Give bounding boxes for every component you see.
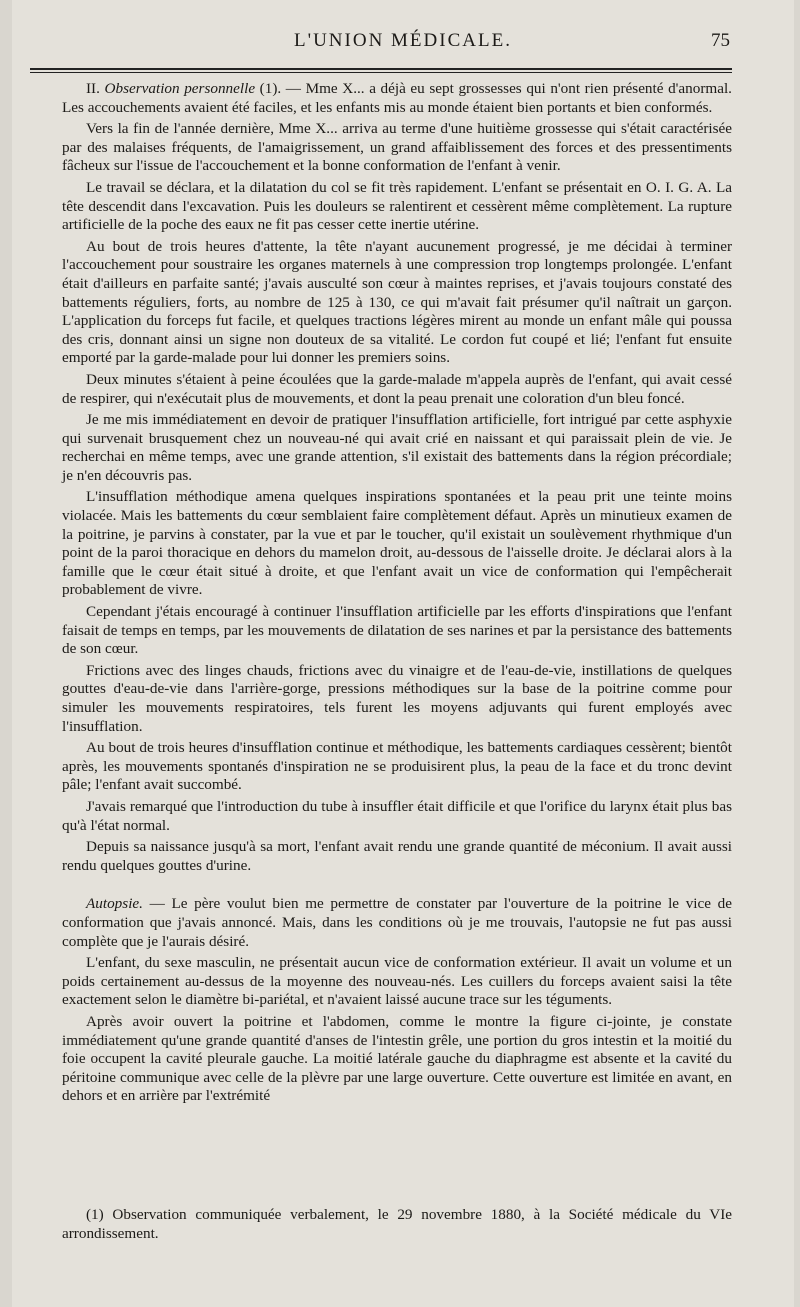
paragraph-text: — Le père voulut bien me permettre de constater par l'ouverture de la poitrine le vice de conformation que j'avais annoncé. Mais, dans les conditions où je me trouvais, l'autopsie ne fut pas aussi complète que je l'aurais désiré. [62, 895, 732, 950]
paragraph-text: (1). — Mme X... a déjà eu sept grossesses qui n'ont rien présenté d'anormal. Les accouchements avaient été faciles, et les enfants mis au monde étaient bien portants et bien conformés. [62, 80, 732, 116]
running-title: L'UNION MÉDICALE. [294, 30, 512, 51]
paragraph: Après avoir ouvert la poitrine et l'abdomen, comme le montre la figure ci-jointe, je constate immédiatement qu'une grande quantité d'anses de l'intestin grêle, une portion du gros intestin et la moitié du foie occupent la cavité pleurale gauche. La moitié latérale gauche du diaphragme est absente et la cavité du péritoine communique avec celle de la plèvre par une large ouverture. Cette ouverture est limitée en avant, en dehors et en arrière par l'extrémité [62, 1012, 732, 1105]
paragraph: Le travail se déclara, et la dilatation du col se fit très rapidement. L'enfant se présentait en O. I. G. A. La tête descendit dans l'excavation. Puis les douleurs se ralentirent et cessèrent même complètement. La rupture artificielle de la poche des eaux ne fit pas cesser cette inertie utérine. [62, 178, 732, 234]
page-number: 75 [711, 30, 730, 51]
paragraph: Depuis sa naissance jusqu'à sa mort, l'enfant avait rendu une grande quantité de méconium. Il avait aussi rendu quelques gouttes d'urine. [62, 838, 732, 874]
section-title: Observation personnelle [104, 80, 256, 97]
paragraph: L'insufflation méthodique amena quelques inspirations spontanées et la peau prit une teinte moins violacée. Mais les battements du cœur semblaient faire complètement défaut. Après un minutieux examen de la poitrine, je parvins à constater, par la vue et par le toucher, qu'il existait un soulèvement rhythmique d'un point de la paroi thoracique en dehors du mamelon droit, au-dessous de l'aisselle droite. Je déclarai alors à la famille que le cœur était situé à droite, et que l'enfant avait un vice de conformation qui l'empêcherait probablement de vivre. [62, 488, 732, 599]
footnote [62, 1206, 732, 1243]
page [12, 0, 794, 1307]
paragraph: Au bout de trois heures d'insufflation continue et méthodique, les battements cardiaques cessèrent; bientôt après, les mouvements spontanés d'inspiration ne se produisirent plus, la peau de la face et du tronc devint pâle; l'enfant avait succombé. [62, 739, 732, 794]
header-rule [30, 68, 732, 73]
paragraph: Frictions avec des linges chauds, frictions avec du vinaigre et de l'eau-de-vie, instillations de quelques gouttes d'eau-de-vie dans l'arrière-gorge, pressions méthodiques sur la base de la poitrine comme pour simuler les mouvements respiratoires, tels furent les moyens adjuvants qui furent employés avec l'insufflation. [62, 661, 732, 735]
page-header [12, 30, 794, 60]
paragraph: Je me mis immédiatement en devoir de pratiquer l'insufflation artificielle, fort intrigué par cette asphyxie qui survenait brusquement chez un nouveau-né qui avait crié en naissant et qui paraissait plein de vie. Je recherchai en même temps, avec une grande attention, s'il existait des battements dans la région précordiale; je n'en découvris pas. [62, 411, 732, 484]
paragraph: Vers la fin de l'année dernière, Mme X... arriva au terme d'une huitième grossesse qui s'était caractérisée par des malaises fréquents, de l'amaigrissement, un grand affaiblissement des forces et des pressentiments fâcheux sur l'issue de l'accouchement et la bonne conformation de l'enfant à venir. [62, 120, 732, 175]
section-number: II. [86, 80, 105, 97]
article-body [62, 80, 732, 1109]
paragraph: Deux minutes s'étaient à peine écoulées que la garde-malade m'appela auprès de l'enfant, qui avait cessé de respirer, qui n'exécutait plus de mouvements, et dont la peau prenait une coloration d'un bleu foncé. [62, 370, 732, 407]
autopsie-label: Autopsie. [86, 895, 143, 913]
paragraph: J'avais remarqué que l'introduction du tube à insuffler était difficile et que l'orifice du larynx était plus bas qu'à l'état normal. [62, 797, 732, 834]
paragraph: Au bout de trois heures d'attente, la tête n'ayant aucunement progressé, je me décidai à terminer l'accouchement pour soustraire les organes maternels à une compression trop longtemps prolongée. L'enfant était d'ailleurs en parfaite santé; j'avais ausculté son cœur à maintes reprises, et j'avais toujours constaté des battements réguliers, forts, au nombre de 125 à 130, ce qui m'avait fait présumer qu'il naîtrait un garçon. L'application du forceps fut facile, et quelques tractions légères mirent au monde un enfant mâle qui poussa des cris, donnant ainsi un signe non douteux de sa vitalité. Le cordon fut coupé et lié; l'enfant fut ensuite emporté par la garde-malade pour lui donner les premiers soins. [62, 237, 732, 367]
paragraph: L'enfant, du sexe masculin, ne présentait aucun vice de conformation extérieur. Il avait un volume et un poids certainement au-dessus de la moyenne des nouveau-nés. Les cuillers du forceps avaient saisi la tête exactement selon le diamètre bi-pariétal, et n'avaient laissé aucune trace sur les téguments. [62, 954, 732, 1009]
paragraph-autopsie [62, 895, 732, 951]
footnote-text: (1) Observation communiquée verbalement, le 29 novembre 1880, à la Société médicale du VIe arrondissement. [62, 1206, 732, 1242]
paragraph-observation [62, 80, 732, 117]
paragraph: Cependant j'étais encouragé à continuer l'insufflation artificielle par les efforts d'inspirations que l'enfant faisait de temps en temps, par les mouvements de dilatation de ses narines et par la persistance des battements de son cœur. [62, 603, 732, 658]
